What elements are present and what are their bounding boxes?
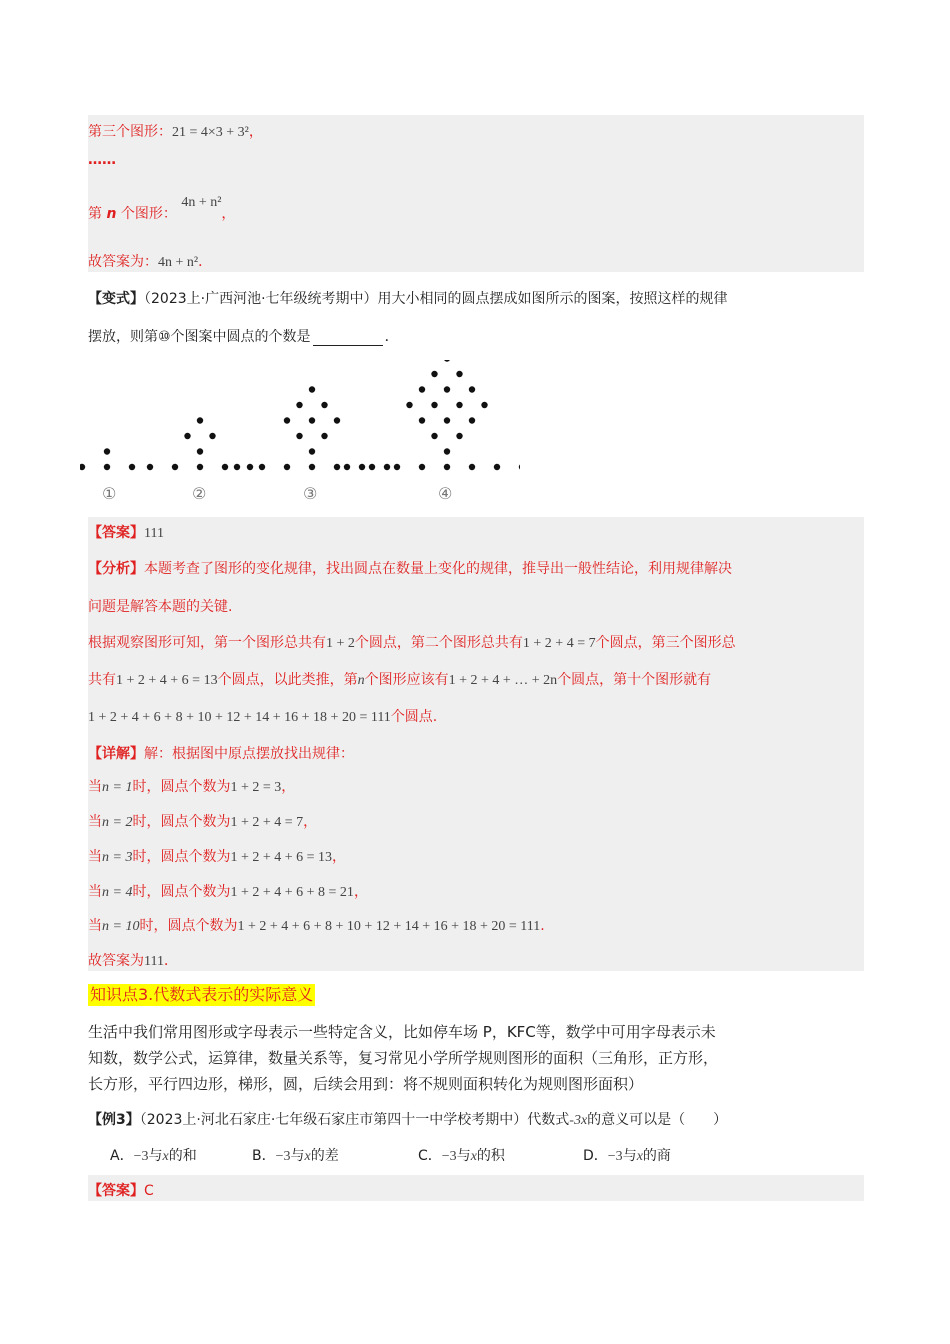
pattern-4-dot — [431, 433, 437, 439]
pattern-4-dot — [469, 464, 475, 470]
pattern-1-dot — [129, 464, 135, 470]
top-answer-line: 故答案为：4n + n²． — [88, 254, 213, 270]
pattern-1-dot — [104, 464, 110, 470]
answer-line — [88, 522, 164, 542]
option-b[interactable]: B．−3与x的差 — [252, 1148, 339, 1164]
final-answer-line: 故答案为111． — [88, 953, 178, 969]
pattern-2-dot — [197, 464, 203, 470]
case-line: 当n = 2时，圆点个数为1 + 2 + 4 = 7， — [88, 814, 318, 830]
detail-line: 【详解】解：根据图中原点摆放找出规律： — [88, 746, 354, 762]
analysis-line5: 1 + 2 + 4 + 6 + 8 + 10 + 12 + 14 + 16 + 18 + 20 = 111个圆点. — [88, 709, 438, 725]
pattern-label-3: ③ — [303, 484, 318, 503]
case-line: 当n = 10时，圆点个数为1 + 2 + 4 + 6 + 8 + 10 + 12 + 14 + 16 + 18 + 20 = 111. — [88, 918, 545, 934]
pattern-4-dot — [444, 417, 450, 423]
option-d[interactable]: D．−3与x的商 — [583, 1148, 671, 1164]
answer-box-bottom — [88, 1175, 864, 1201]
case-line: 当n = 4时，圆点个数为1 + 2 + 4 + 6 + 8 = 21， — [88, 884, 368, 900]
paragraph-line2: 知数，数学公式，运算律，数量关系等，复习常见小学所学规则图形的面积（三角形，正方形， — [88, 1049, 719, 1067]
pattern-3-dot — [259, 464, 265, 470]
pattern-label-4: ④ — [438, 484, 453, 503]
bottom-answer-line: 【答案】C — [88, 1183, 154, 1199]
pattern-4-dot — [419, 417, 425, 423]
pattern-3-dot — [309, 448, 315, 454]
pattern-4-dot — [406, 402, 412, 408]
pattern-label-2: ② — [192, 484, 207, 503]
pattern-3-dot — [334, 464, 340, 470]
pattern-2-dot — [184, 433, 190, 439]
pattern-3-dot — [284, 417, 290, 423]
pattern-4-dot — [456, 371, 462, 377]
pattern-2-dot — [209, 433, 215, 439]
pattern-3-dot — [359, 464, 365, 470]
pattern-4-dot — [419, 386, 425, 392]
pattern-3-dot — [321, 433, 327, 439]
formula: 21 = 4×3 + 3² — [172, 125, 249, 140]
pattern-4-dot — [369, 464, 375, 470]
pattern-2-dot — [197, 448, 203, 454]
pattern-4-dot — [394, 464, 400, 470]
variant-tag: 【变式】 — [88, 291, 144, 307]
pattern-4-dot — [444, 386, 450, 392]
analysis-line1: 【分析】本题考查了图形的变化规律，找出圆点在数量上变化的规律，推导出一般性结论，利用规律解决 — [88, 561, 732, 577]
example-question: 【例3】（2023上·河北石家庄·七年级石家庄市第四十一中学校考期中）代数式-3x的意义可以是（ ） — [88, 1112, 728, 1128]
option-c[interactable]: C．−3与x的积 — [418, 1148, 505, 1164]
dot-group — [80, 360, 520, 470]
pattern-label-1: ① — [102, 484, 117, 503]
pattern-4-dot — [456, 433, 462, 439]
variant-question-line1: 【变式】（2023上·广西河池·七年级统考期中）用大小相同的圆点摆成如图所示的图案，按照这样的规律 — [88, 291, 728, 307]
pattern-4-dot — [419, 464, 425, 470]
pattern-4-dot — [444, 464, 450, 470]
pattern-1-dot — [104, 448, 110, 454]
case-line: 当n = 1时，圆点个数为1 + 2 = 3， — [88, 779, 296, 795]
pattern-4-dot — [444, 448, 450, 454]
analysis-line2: 问题是解答本题的关键. — [88, 599, 233, 615]
dot-pattern-figure — [80, 360, 520, 508]
example-tag: 【例3】 — [88, 1112, 140, 1128]
pattern-1-dot — [80, 464, 85, 470]
pattern-2-dot — [197, 417, 203, 423]
pattern-3-dot — [309, 386, 315, 392]
answer-value: 111 — [144, 526, 164, 541]
pattern-3-dot — [234, 464, 240, 470]
pattern-4-dot — [344, 464, 350, 470]
pattern-3-dot — [309, 417, 315, 423]
pattern-4-dot — [431, 402, 437, 408]
pattern-4-dot — [431, 371, 437, 377]
ellipsis: …… — [88, 152, 116, 168]
pattern-4-dot — [481, 402, 487, 408]
pattern-3-dot — [384, 464, 390, 470]
analysis-tag: 【分析】 — [88, 561, 144, 577]
formula: 4n + n² — [158, 255, 199, 270]
pattern-4-dot — [469, 417, 475, 423]
figure-n-line: 第 n 个图形： 4n + n²， — [88, 195, 236, 222]
pattern-4-dot — [444, 360, 450, 362]
formula: 4n + n² — [181, 195, 222, 210]
paragraph-line3: 长方形，平行四边形，梯形，圆，后续会用到：将不规则面积转化为规则图形面积） — [88, 1075, 644, 1093]
pattern-3-dot — [284, 464, 290, 470]
pattern-3-dot — [321, 402, 327, 408]
pattern-2-dot — [247, 464, 253, 470]
case-line: 当n = 3时，圆点个数为1 + 2 + 4 + 6 = 13， — [88, 849, 347, 865]
pattern-3-dot — [334, 417, 340, 423]
pattern-2-dot — [172, 464, 178, 470]
paragraph-line1: 生活中我们常用图形或字母表示一些特定含义，比如停车场 P，KFC等，数学中可用字母表示未 — [88, 1023, 716, 1041]
pattern-4-dot — [519, 464, 520, 470]
pattern-4-dot — [469, 386, 475, 392]
pattern-4-dot — [494, 464, 500, 470]
pattern-3-dot — [296, 402, 302, 408]
pattern-2-dot — [147, 464, 153, 470]
pattern-3-dot — [309, 464, 315, 470]
pattern-4-dot — [456, 402, 462, 408]
analysis-line3: 根据观察图形可知，第一个图形总共有1 + 2个圆点，第二个图形总共有1 + 2 + 4 = 7个圆点，第三个图形总 — [88, 635, 736, 651]
analysis-line4: 共有1 + 2 + 4 + 6 = 13个圆点，以此类推，第n个图形应该有1 + 2 + 4 + … + 2n个圆点，第十个图形就有 — [88, 672, 712, 688]
detail-tag: 【详解】 — [88, 746, 144, 762]
option-a[interactable]: A．−3与x的和 — [110, 1148, 197, 1164]
figure-3-line: 第三个图形：21 = 4×3 + 3²， — [88, 124, 263, 140]
knowledge-point-heading: 知识点3.代数式表示的实际意义 — [90, 985, 314, 1004]
variant-question-line2: 摆放，则第⑩个图案中圆点的个数是 ． — [88, 329, 399, 345]
pattern-2-dot — [222, 464, 228, 470]
answer-tag: 【答案】 — [88, 525, 144, 541]
answer-blank — [313, 331, 383, 346]
pattern-3-dot — [296, 433, 302, 439]
